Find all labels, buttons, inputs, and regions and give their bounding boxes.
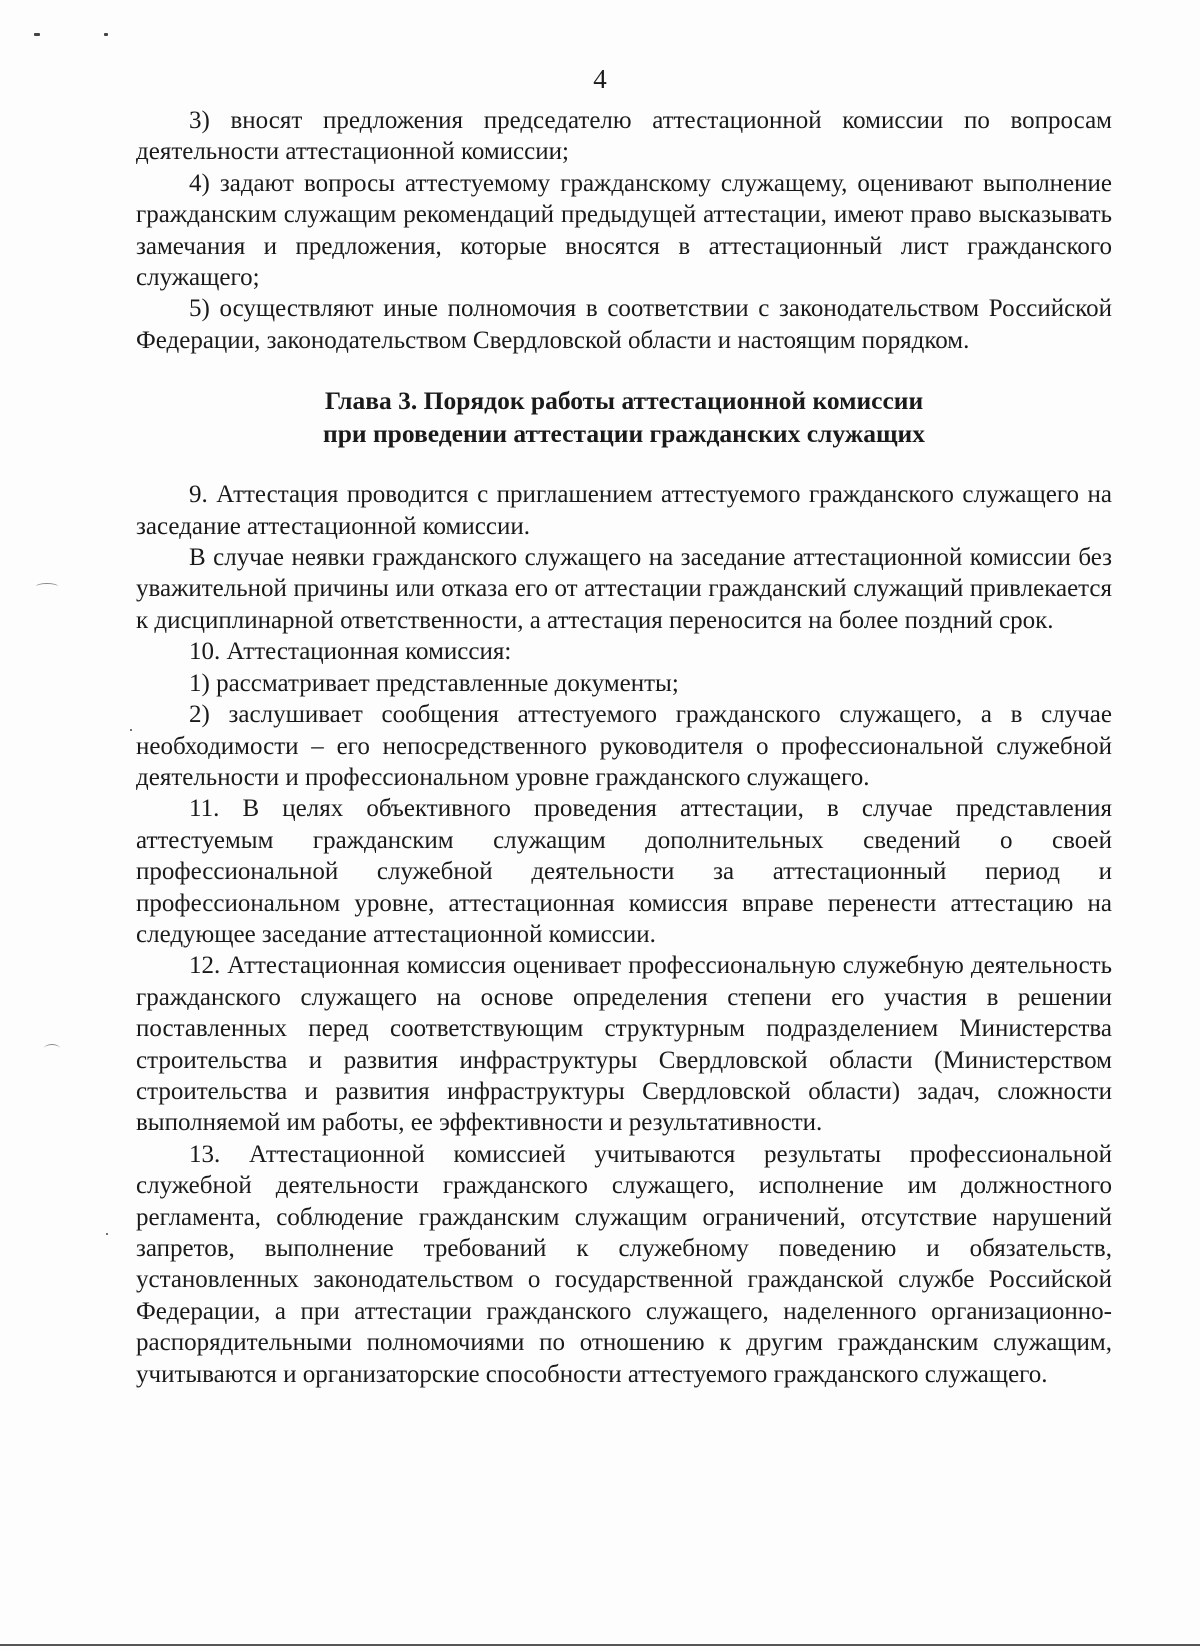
chapter-heading-line: при проведении аттестации гражданских служащих [323,419,925,449]
paragraph: 10. Аттестационная комиссия: [189,638,512,666]
scan-mark [36,583,58,590]
chapter-heading-line: Глава 3. Порядок работы аттестационной комиссии [324,386,924,416]
scan-speck [104,33,108,36]
chapter-heading [136,384,1112,450]
paragraph: 9. Аттестация проводится с приглашением аттестуемого гражданского служащего на заседание аттестационной комиссии. [136,481,1112,540]
scan-speck [106,1233,108,1235]
paragraph: 2) заслушивает сообщения аттестуемого гражданского служащего, а в случае необходимости – его непосредственного руководителя о профессиональной служебной деятельности и профессиональном уровне гражданского служащего. [136,701,1112,791]
paragraph: В случае неявки гражданского служащего на заседание аттестационной комиссии без уважительной причины или отказа его от аттестации гражданский служащий привлекается к дисциплинарной ответственности, а аттестация переносится на более поздний срок. [136,544,1112,634]
scan-edge-line [0,1644,1200,1646]
paragraph: 3) вносят предложения председателю аттестационной комиссии по вопросам деятельности аттестационной комиссии; [136,107,1112,166]
paragraph: 11. В целях объективного проведения аттестации, в случае представления аттестуемым гражданским служащим дополнительных сведений о своей профессиональной служебной деятельности за аттестационный период и профессиональном уровне, аттестационная комиссия вправе перенести аттестацию на следующее заседание аттестационной комиссии. [136,795,1112,948]
scan-mark [44,1044,60,1053]
page-number: 4 [593,64,607,94]
paragraph: 12. Аттестационная комиссия оценивает профессиональную служебную деятельность гражданского служащего на основе определения степени его участия в решении поставленных перед соответствующим структурным подразделением Министерства строительства и развития инфраструктуры Свердловской области (Министерством строительства и развития инфраструктуры Свердловской области) задач, сложности выполняемой им работы, ее эффективности и результативности. [136,952,1112,1137]
paragraph: 5) осуществляют иные полномочия в соответствии с законодательством Российской Федерации, законодательством Свердловской области и настоящим порядком. [136,295,1112,354]
paragraph: 1) рассматривает представленные документы; [189,669,679,697]
document-body [136,105,1112,1390]
paragraph: 13. Аттестационной комиссией учитываются результаты профессиональной служебной деятельности гражданского служащего, исполнение им должностного регламента, соблюдение гражданским служащим ограничений, отсутствие нарушений запретов, выполнение требований к служебному поведению и обязательств, установленных законодательством о государственной гражданской службе Российской Федерации, а при аттестации гражданского служащего, наделенного организационно-распорядительными полномочиями по отношению к другим гражданским служащим, учитываются и организаторские способности аттестуемого гражданского служащего. [136,1140,1112,1388]
scan-speck [130,729,132,731]
scan-speck [34,33,40,36]
paragraph: 4) задают вопросы аттестуемому гражданскому служащему, оценивают выполнение гражданским служащим рекомендаций предыдущей аттестации, имеют право высказывать замечания и предложения, которые вносятся в аттестационный лист гражданского служащего; [136,169,1112,292]
